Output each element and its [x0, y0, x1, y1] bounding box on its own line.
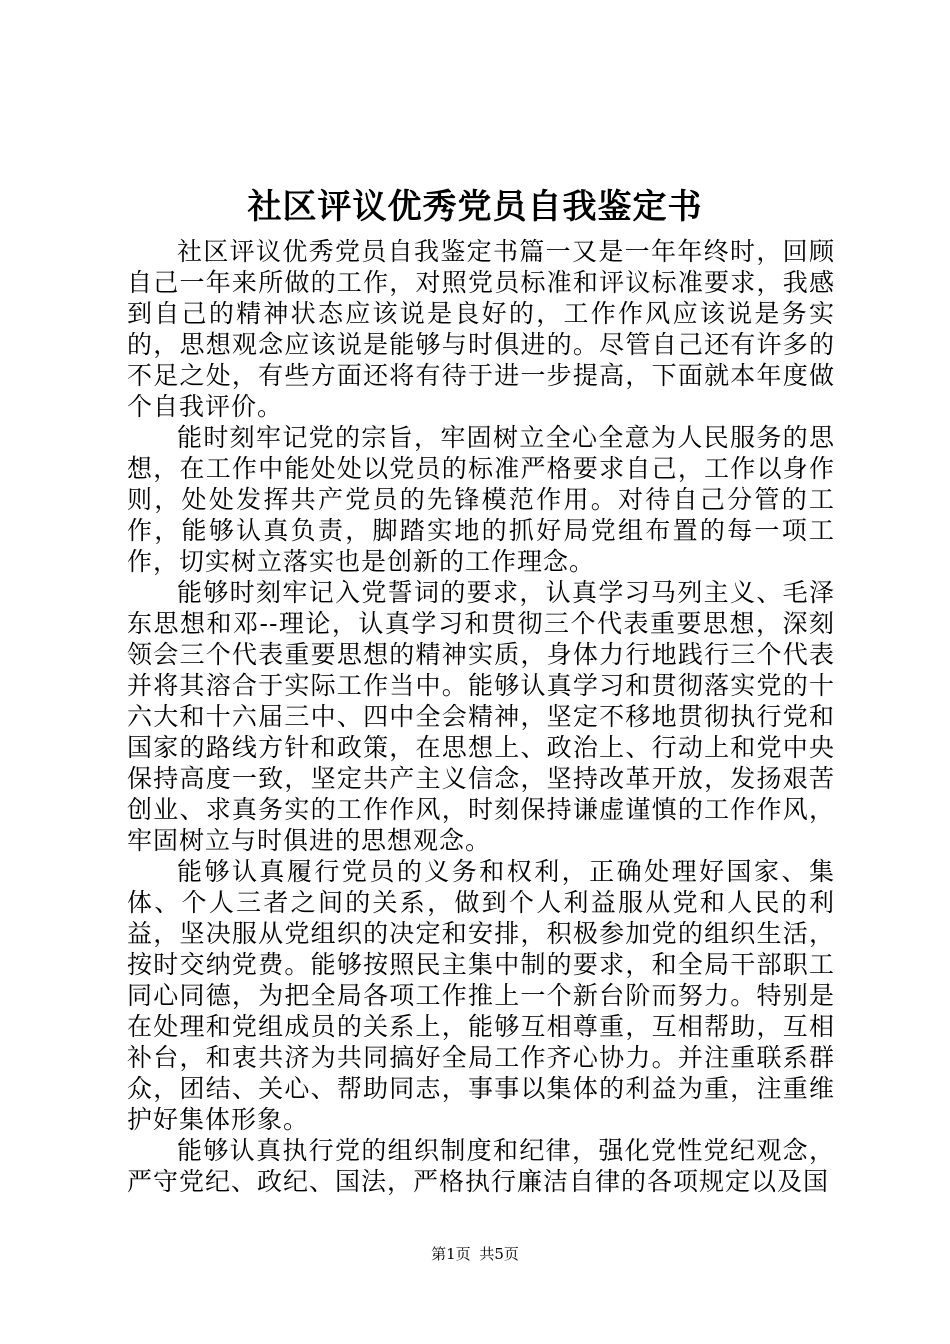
- document-title: 社区评议优秀党员自我鉴定书: [247, 187, 703, 227]
- document-body: [127, 236, 835, 1197]
- page-footer: [0, 1244, 950, 1264]
- paragraph: 能时刻牢记党的宗旨，牢固树立全心全意为人民服务的思想，在工作中能处处以党员的标准严格要求自己，工作以身作则，处处发挥共产党员的先锋模范作用。对待自己分管的工作，能够认真负责，脚踏实地的抓好局党组布置的每一项工作，切实树立落实也是创新的工作理念。: [127, 423, 835, 576]
- paragraph: 能够认真履行党员的义务和权利，正确处理好国家、集体、个人三者之间的关系，做到个人利益服从党和人民的利益，坚决服从党组织的决定和安排，积极参加党的组织生活，按时交纳党费。能够按照民主集中制的要求，和全局干部职工同心同德，为把全局各项工作推上一个新台阶而努力。特别是在处理和党组成员的关系上，能够互相尊重，互相帮助，互相补台，和衷共济为共同搞好全局工作齐心协力。并注重联系群众，团结、关心、帮助同志，事事以集体的利益为重，注重维护好集体形象。: [127, 857, 835, 1134]
- paragraph: 能够时刻牢记入党誓词的要求，认真学习马列主义、毛泽东思想和邓--理论，认真学习和贯彻三个代表重要思想，深刻领会三个代表重要思想的精神实质，身体力行地践行三个代表并将其溶合于实际工作当中。能够认真学习和贯彻落实党的十六大和十六届三中、四中全会精神，坚定不移地贯彻执行党和国家的路线方针和政策，在思想上、政治上、行动上和党中央保持高度一致，坚定共产主义信念，坚持改革开放，发扬艰苦创业、求真务实的工作作风，时刻保持谦虚谨慎的工作作风，牢固树立与时俱进的思想观念。: [127, 578, 835, 855]
- paragraph: 能够认真执行党的组织制度和纪律，强化党性党纪观念，严守党纪、政纪、国法，严格执行廉洁自律的各项规定以及国: [127, 1136, 835, 1196]
- paragraph: 社区评议优秀党员自我鉴定书篇一又是一年年终时，回顾自己一年来所做的工作，对照党员标准和评议标准要求，我感到自己的精神状态应该说是良好的，工作作风应该说是务实的，思想观念应该说是能够与时俱进的。尽管自己还有许多的不足之处，有些方面还将有待于进一步提高，下面就本年度做个自我评价。: [127, 237, 835, 421]
- page-total: 共5页: [479, 1245, 519, 1263]
- page-number: 第1页: [431, 1245, 471, 1263]
